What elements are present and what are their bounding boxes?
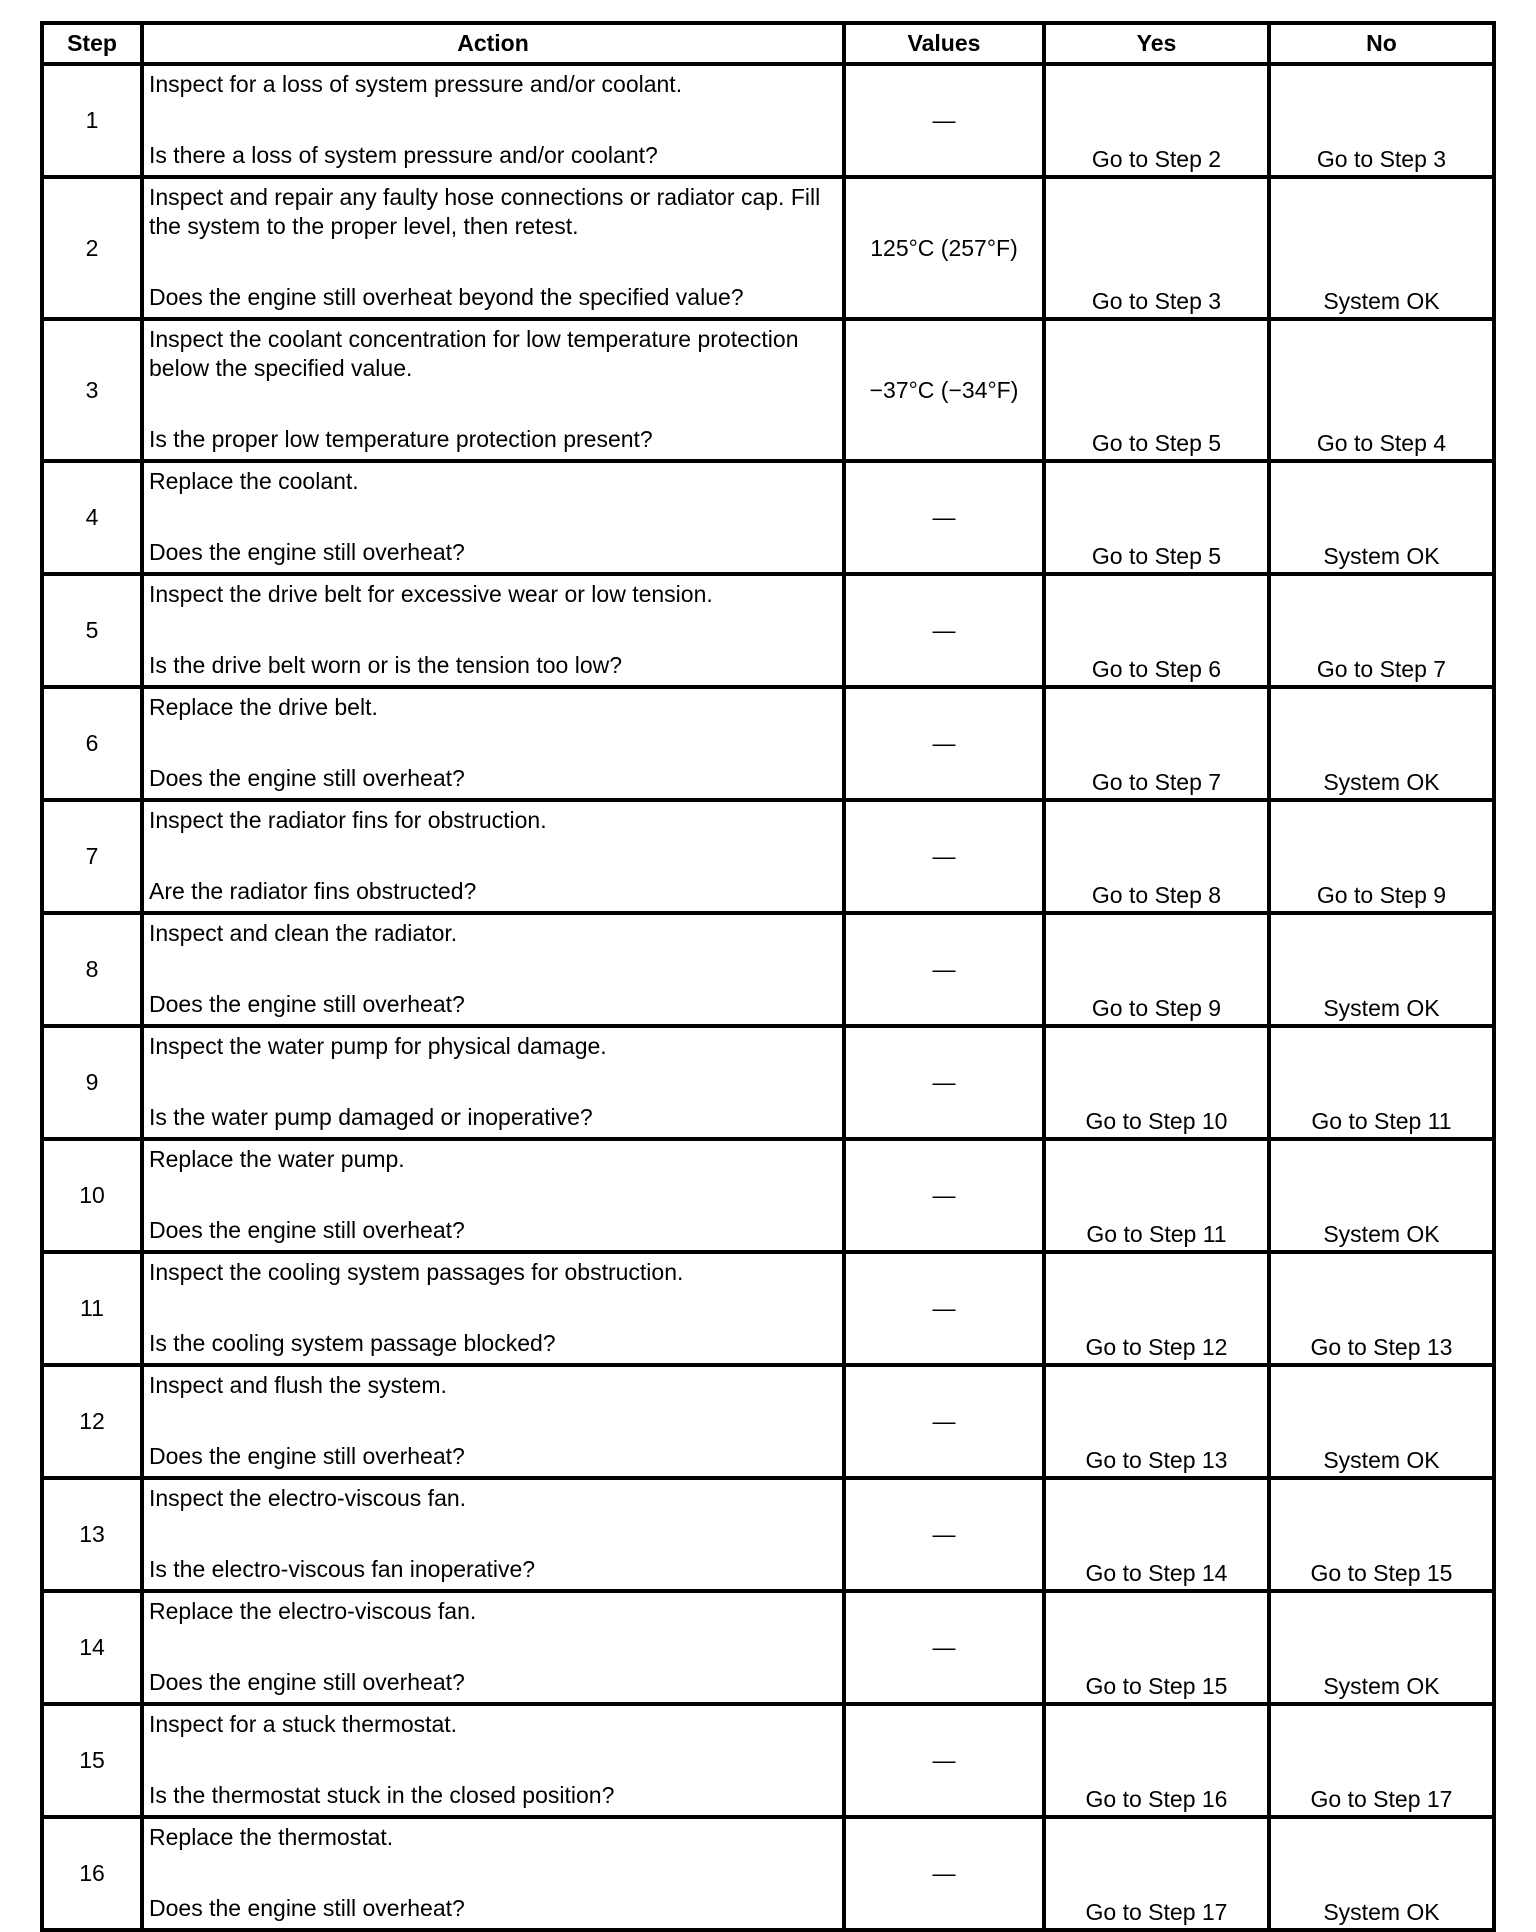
yes-result [1044, 913, 1269, 1026]
action-question: Does the engine still overheat? [149, 1443, 465, 1469]
action-instruction: Inspect the water pump for physical damage. [149, 1033, 607, 1059]
no-result-text: Go to Step 15 [1310, 1560, 1453, 1586]
action-question: Does the engine still overheat? [149, 539, 465, 565]
header-step: Step [42, 23, 142, 64]
action-question: Does the engine still overheat? [149, 991, 465, 1017]
step-number: 2 [42, 177, 142, 319]
no-result [1269, 913, 1494, 1026]
action-cell [142, 177, 844, 319]
header-action: Action [142, 23, 844, 64]
action-question: Does the engine still overheat beyond the specified value? [149, 284, 744, 310]
no-result-text: Go to Step 9 [1316, 882, 1447, 908]
no-result [1269, 1704, 1494, 1817]
yes-result-text: Go to Step 16 [1085, 1786, 1228, 1812]
no-result-text: System OK [1323, 769, 1440, 795]
yes-result [1044, 1704, 1269, 1817]
step-number: 12 [42, 1365, 142, 1478]
step-number: 5 [42, 574, 142, 687]
action-instruction: Replace the drive belt. [149, 694, 378, 720]
table-row [42, 800, 1494, 913]
header-row [42, 23, 1494, 64]
table-row [42, 1139, 1494, 1252]
yes-result-text: Go to Step 12 [1085, 1334, 1228, 1360]
yes-result-text: Go to Step 10 [1085, 1108, 1228, 1134]
action-cell [142, 687, 844, 800]
yes-result [1044, 574, 1269, 687]
table-row [42, 574, 1494, 687]
table-row [42, 319, 1494, 461]
yes-result [1044, 800, 1269, 913]
yes-result [1044, 64, 1269, 177]
action-cell [142, 1026, 844, 1139]
action-cell [142, 1704, 844, 1817]
action-instruction: Inspect the coolant concentration for low temperature protection below the specified value. [149, 326, 799, 381]
yes-result-text: Go to Step 14 [1085, 1560, 1228, 1586]
yes-result-text: Go to Step 13 [1085, 1447, 1228, 1473]
action-question: Is the drive belt worn or is the tension too low? [149, 652, 623, 678]
header-no: No [1269, 23, 1494, 64]
value-cell: — [844, 1817, 1044, 1930]
no-result-text: System OK [1323, 1221, 1440, 1247]
yes-result [1044, 687, 1269, 800]
no-result-text: System OK [1323, 995, 1440, 1021]
action-instruction: Inspect the cooling system passages for obstruction. [149, 1259, 684, 1285]
step-number: 4 [42, 461, 142, 574]
table-row [42, 1591, 1494, 1704]
action-cell [142, 913, 844, 1026]
no-result-text: Go to Step 3 [1316, 146, 1447, 172]
yes-result [1044, 1026, 1269, 1139]
yes-result [1044, 1817, 1269, 1930]
yes-result-text: Go to Step 8 [1091, 882, 1222, 908]
yes-result-text: Go to Step 9 [1091, 995, 1222, 1021]
action-instruction: Inspect and clean the radiator. [149, 920, 458, 946]
yes-result-text: Go to Step 7 [1091, 769, 1222, 795]
step-number: 15 [42, 1704, 142, 1817]
no-result-text: Go to Step 11 [1311, 1108, 1452, 1134]
yes-result [1044, 1478, 1269, 1591]
no-result-text: Go to Step 17 [1310, 1786, 1453, 1812]
value-cell: — [844, 574, 1044, 687]
yes-result-text: Go to Step 6 [1091, 656, 1222, 682]
action-cell [142, 1817, 844, 1930]
no-result-text: Go to Step 7 [1316, 656, 1447, 682]
action-instruction: Inspect the drive belt for excessive wear or low tension. [149, 581, 713, 607]
action-cell [142, 574, 844, 687]
value-cell: — [844, 687, 1044, 800]
value-cell: — [844, 1591, 1044, 1704]
no-result [1269, 1252, 1494, 1365]
no-result-text: Go to Step 4 [1316, 430, 1447, 456]
yes-result [1044, 461, 1269, 574]
yes-result [1044, 1252, 1269, 1365]
header-yes: Yes [1044, 23, 1269, 64]
value-cell: — [844, 461, 1044, 574]
value-cell: — [844, 1139, 1044, 1252]
table-row [42, 1252, 1494, 1365]
no-result-text: Go to Step 13 [1310, 1334, 1453, 1360]
value-cell: — [844, 800, 1044, 913]
yes-result-text: Go to Step 5 [1091, 430, 1222, 456]
no-result-text: System OK [1323, 1899, 1440, 1925]
no-result-text: System OK [1323, 288, 1440, 314]
action-question: Is there a loss of system pressure and/or coolant? [149, 142, 658, 168]
diagnostic-table [40, 21, 1496, 1932]
action-question: Is the proper low temperature protection present? [149, 426, 653, 452]
action-instruction: Inspect for a loss of system pressure and/or coolant. [149, 71, 683, 97]
yes-result [1044, 1591, 1269, 1704]
yes-result-text: Go to Step 15 [1085, 1673, 1228, 1699]
table-row [42, 1478, 1494, 1591]
table-row [42, 461, 1494, 574]
value-cell: — [844, 1365, 1044, 1478]
value-cell: — [844, 1704, 1044, 1817]
yes-result-text: Go to Step 5 [1091, 543, 1222, 569]
action-cell [142, 461, 844, 574]
step-number: 14 [42, 1591, 142, 1704]
no-result [1269, 574, 1494, 687]
action-instruction: Replace the coolant. [149, 468, 359, 494]
table-body [42, 64, 1494, 1930]
no-result [1269, 1026, 1494, 1139]
no-result [1269, 461, 1494, 574]
yes-result [1044, 1139, 1269, 1252]
table-row [42, 1817, 1494, 1930]
action-cell [142, 1365, 844, 1478]
action-instruction: Inspect for a stuck thermostat. [149, 1711, 458, 1737]
value-cell: — [844, 1026, 1044, 1139]
value-cell: — [844, 913, 1044, 1026]
step-number: 11 [42, 1252, 142, 1365]
action-cell [142, 1591, 844, 1704]
yes-result [1044, 319, 1269, 461]
action-cell [142, 64, 844, 177]
action-instruction: Inspect and flush the system. [149, 1372, 447, 1398]
no-result [1269, 1817, 1494, 1930]
step-number: 16 [42, 1817, 142, 1930]
action-question: Does the engine still overheat? [149, 1217, 465, 1243]
yes-result [1044, 1365, 1269, 1478]
action-question: Are the radiator fins obstructed? [149, 878, 477, 904]
yes-result-text: Go to Step 11 [1086, 1221, 1227, 1247]
no-result [1269, 800, 1494, 913]
step-number: 1 [42, 64, 142, 177]
action-question: Does the engine still overheat? [149, 1895, 465, 1921]
table-row [42, 687, 1494, 800]
table-row [42, 1704, 1494, 1817]
action-cell [142, 800, 844, 913]
value-cell: −37°C (−34°F) [844, 319, 1044, 461]
action-question: Is the cooling system passage blocked? [149, 1330, 556, 1356]
action-instruction: Inspect the electro-viscous fan. [149, 1485, 467, 1511]
table-row [42, 913, 1494, 1026]
no-result [1269, 319, 1494, 461]
no-result-text: System OK [1323, 543, 1440, 569]
yes-result-text: Go to Step 3 [1091, 288, 1222, 314]
action-cell [142, 1139, 844, 1252]
yes-result-text: Go to Step 17 [1085, 1899, 1228, 1925]
table-row [42, 1026, 1494, 1139]
action-cell [142, 1478, 844, 1591]
no-result [1269, 687, 1494, 800]
value-cell: — [844, 64, 1044, 177]
step-number: 9 [42, 1026, 142, 1139]
table-row [42, 177, 1494, 319]
action-question: Does the engine still overheat? [149, 1669, 465, 1695]
step-number: 13 [42, 1478, 142, 1591]
value-cell: 125°C (257°F) [844, 177, 1044, 319]
no-result-text: System OK [1323, 1673, 1440, 1699]
no-result [1269, 1365, 1494, 1478]
yes-result-text: Go to Step 2 [1091, 146, 1222, 172]
action-instruction: Replace the thermostat. [149, 1824, 394, 1850]
step-number: 8 [42, 913, 142, 1026]
step-number: 6 [42, 687, 142, 800]
action-question: Is the electro-viscous fan inoperative? [149, 1556, 536, 1582]
table-row [42, 1365, 1494, 1478]
header-values: Values [844, 23, 1044, 64]
action-question: Is the thermostat stuck in the closed position? [149, 1782, 615, 1808]
action-instruction: Inspect the radiator fins for obstruction. [149, 807, 547, 833]
value-cell: — [844, 1478, 1044, 1591]
action-instruction: Replace the electro-viscous fan. [149, 1598, 477, 1624]
no-result [1269, 177, 1494, 319]
action-question: Is the water pump damaged or inoperative? [149, 1104, 593, 1130]
no-result [1269, 1478, 1494, 1591]
no-result [1269, 1591, 1494, 1704]
action-question: Does the engine still overheat? [149, 765, 465, 791]
no-result [1269, 1139, 1494, 1252]
action-cell [142, 319, 844, 461]
action-cell [142, 1252, 844, 1365]
action-instruction: Inspect and repair any faulty hose connections or radiator cap. Fill the system to the proper level, then retest. [149, 184, 821, 239]
no-result [1269, 64, 1494, 177]
value-cell: — [844, 1252, 1044, 1365]
step-number: 3 [42, 319, 142, 461]
table-row [42, 64, 1494, 177]
step-number: 7 [42, 800, 142, 913]
no-result-text: System OK [1323, 1447, 1440, 1473]
action-instruction: Replace the water pump. [149, 1146, 405, 1172]
yes-result [1044, 177, 1269, 319]
step-number: 10 [42, 1139, 142, 1252]
